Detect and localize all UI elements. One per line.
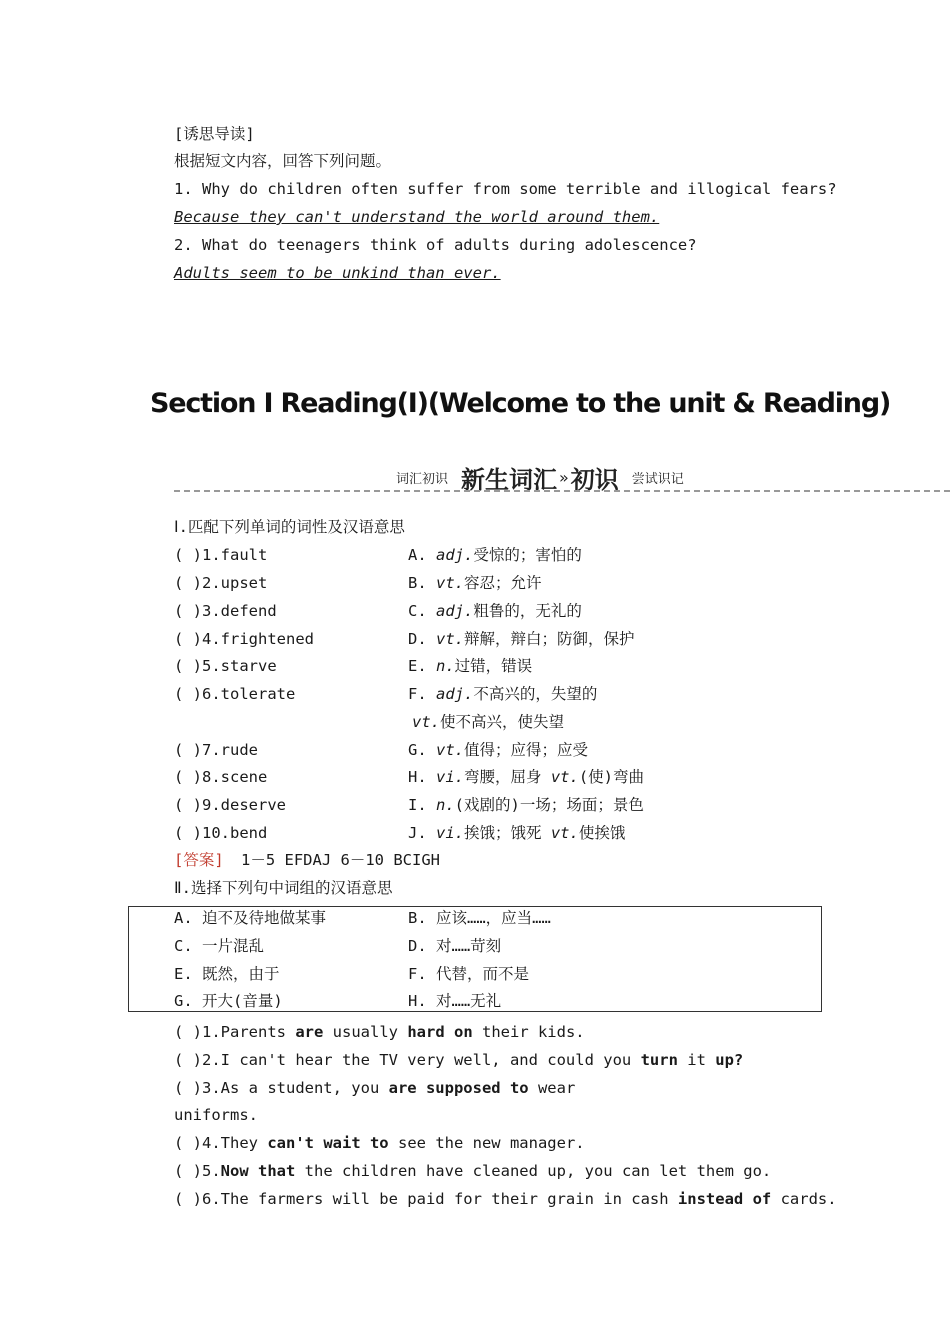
definition-def-letter: J.	[408, 824, 436, 842]
banner-left-label: 词汇初识	[396, 472, 449, 487]
definition-meaning: 过错，错误	[454, 657, 533, 675]
exercise-sentence	[174, 1105, 258, 1125]
part2-heading: Ⅱ.选择下列句中词组的汉语意思	[174, 879, 393, 897]
match-item-definition	[408, 573, 542, 593]
sentence-text: it	[677, 1051, 716, 1069]
exercise-sentence	[174, 1050, 743, 1070]
definition-pos: vt.	[436, 630, 464, 648]
match-item-word: ( )3.defend	[174, 602, 277, 620]
definition-meaning: (戏剧的)一场；场面；景色	[454, 796, 644, 814]
match-item-word: ( )10.bend	[174, 824, 268, 842]
match-item-definition	[408, 629, 635, 649]
exercise-sentence	[174, 1133, 585, 1153]
vocab-banner	[396, 460, 684, 494]
match-item-definition	[408, 684, 597, 704]
answer-1: Because they can't understand the world around them.	[174, 208, 660, 226]
match-item-word: ( )6.tolerate	[174, 685, 296, 703]
phrase-option: G. 开大(音量)	[174, 992, 283, 1010]
definition-pos: adj.	[436, 685, 474, 703]
phrase-option: H. 对……无礼	[408, 992, 502, 1010]
definition-def-letter: E.	[408, 657, 436, 675]
sentence-text: ( )5.	[174, 1162, 221, 1180]
definition-meaning: 不高兴的，失望的	[473, 685, 598, 703]
question-2: 2. What do teenagers think of adults during adolescence?	[174, 236, 697, 254]
definition-meaning: 受惊的；害怕的	[473, 546, 582, 564]
key-phrase: turn	[640, 1051, 678, 1069]
definition-meaning: 辩解，辩白；防御，保护	[464, 630, 635, 648]
answer-2: Adults seem to be unkind than ever.	[174, 264, 501, 282]
definition-pos: vt.	[550, 768, 579, 786]
match-item-word: ( )2.upset	[174, 574, 268, 592]
key-phrase: up?	[715, 1051, 744, 1069]
intro-heading: [诱思导读]	[174, 125, 255, 143]
definition-def-letter: A.	[408, 546, 436, 564]
sentence-text: usually	[323, 1023, 408, 1041]
phrase-option: B. 应该……，应当……	[408, 909, 551, 927]
definition-pos: vt.	[550, 824, 579, 842]
definition-def-letter: D.	[408, 630, 436, 648]
sentence-text: ( )4.They	[174, 1134, 268, 1152]
definition-pos: vt.	[436, 741, 464, 759]
match-item-definition	[408, 767, 644, 787]
definition-pos: n.	[436, 657, 455, 675]
sentence-text: the children have cleaned up, you can let them go.	[295, 1162, 772, 1180]
banner-right-label: 尝试识记	[631, 472, 684, 487]
sentence-text: uniforms.	[174, 1106, 258, 1124]
definition-meaning: (使)弯曲	[578, 768, 645, 786]
definition-meaning: 值得；应得；应受	[464, 741, 589, 759]
definition-pos: adj.	[436, 546, 474, 564]
phrase-option: A. 迫不及待地做某事	[174, 909, 326, 927]
sentence-text: ( )3.As a student, you	[174, 1079, 389, 1097]
definition-pos: n.	[436, 796, 455, 814]
sentence-text: ( )6.The farmers will be paid for their grain in cash	[174, 1190, 678, 1208]
key-phrase: can't wait to	[267, 1134, 389, 1152]
answer-line	[174, 850, 440, 870]
definition-def-letter: H.	[408, 768, 436, 786]
key-phrase: are supposed to	[388, 1079, 529, 1097]
match-item-word: ( )7.rude	[174, 741, 258, 759]
definition-meaning: 弯腰，屈身	[464, 768, 551, 786]
definition-def-letter: B.	[408, 574, 436, 592]
sentence-text: ( )1.Parents	[174, 1023, 296, 1041]
match-item-definition	[408, 823, 625, 843]
key-phrase: instead of	[677, 1190, 772, 1208]
definition-meaning: 粗鲁的，无礼的	[473, 602, 582, 620]
exercise-sentence	[174, 1189, 837, 1209]
banner-title-1: 新生词汇	[460, 466, 557, 494]
intro-instruction: 根据短文内容，回答下列问题。	[174, 152, 392, 170]
definition-pos: vi.	[436, 824, 464, 842]
definition-pos: adj.	[436, 602, 474, 620]
definition-def-letter: F.	[408, 685, 436, 703]
key-phrase: hard on	[407, 1023, 473, 1041]
match-item-word: ( )8.scene	[174, 768, 268, 786]
sentence-text: cards.	[771, 1190, 837, 1208]
phrase-option: C. 一片混乱	[174, 937, 264, 955]
phrase-option: D. 对……苛刻	[408, 937, 502, 955]
answer-text: 1－5 EFDAJ 6－10 BCIGH	[241, 851, 440, 869]
key-phrase: Now that	[220, 1162, 296, 1180]
definition-meaning: 挨饿；饿死	[464, 824, 551, 842]
question-1: 1. Why do children often suffer from some terrible and illogical fears?	[174, 180, 837, 198]
match-item-definition	[408, 740, 588, 760]
match-item-definition	[408, 795, 644, 815]
match-item-word: ( )5.starve	[174, 657, 277, 675]
exercise-sentence	[174, 1161, 771, 1181]
match-item-definition	[408, 601, 582, 621]
section-title: Section I Reading(I)(Welcome to the unit & Reading)	[150, 388, 891, 419]
match-item-word: ( )1.fault	[174, 546, 268, 564]
definition-pos: vt.	[436, 574, 464, 592]
match-item-definition	[412, 712, 564, 732]
phrase-option: F. 代替，而不是	[408, 965, 529, 983]
part1-heading: Ⅰ.匹配下列单词的词性及汉语意思	[174, 518, 405, 536]
definition-pos: vi.	[436, 768, 464, 786]
answer-label: [答案]	[174, 851, 224, 869]
definition-def-letter: C.	[408, 602, 436, 620]
match-item-word: ( )9.deserve	[174, 796, 286, 814]
definition-def-letter: G.	[408, 741, 436, 759]
exercise-sentence	[174, 1022, 585, 1042]
banner-divider	[174, 490, 950, 492]
key-phrase: are	[295, 1023, 324, 1041]
banner-title-2: 初识	[570, 466, 619, 494]
definition-def-letter: I.	[408, 796, 436, 814]
sentence-text: see the new manager.	[388, 1134, 585, 1152]
match-item-word: ( )4.frightened	[174, 630, 314, 648]
sentence-text: wear	[528, 1079, 576, 1097]
exercise-sentence	[174, 1078, 575, 1098]
chevron-right-icon: »	[558, 468, 569, 487]
match-item-definition	[408, 656, 532, 676]
match-item-definition	[408, 545, 582, 565]
definition-meaning: 使挨饿	[578, 824, 626, 842]
definition-meaning: 使不高兴，使失望	[440, 713, 565, 731]
sentence-text: their kids.	[472, 1023, 585, 1041]
definition-pos: vt.	[412, 713, 440, 731]
definition-meaning: 容忍；允许	[464, 574, 542, 592]
phrase-option: E. 既然，由于	[174, 965, 280, 983]
sentence-text: ( )2.I can't hear the TV very well, and could you	[174, 1051, 641, 1069]
